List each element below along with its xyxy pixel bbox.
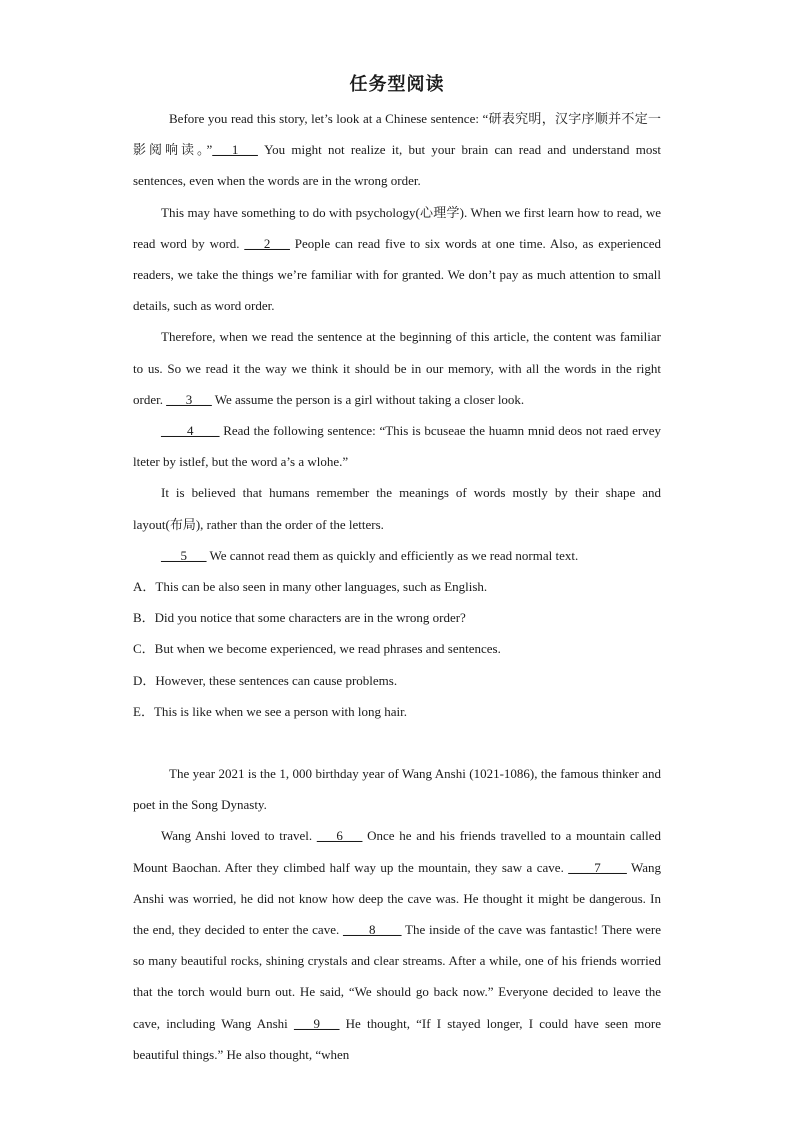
blank-6[interactable]: ___6___ [316, 828, 363, 844]
paragraph-text: The inside of the cave was fantastic! There were so many beautiful rocks, shining crystals and clear streams. After a while, one of his friends worried that the torch would burn out. He said, “We should go back now.” Everyone decided to leave the cave, including Wang Anshi [133, 922, 661, 1031]
paragraph-text: This may have something to do with psychology(心理学). When we first learn how to read, we read word by word. [133, 204, 661, 251]
blank-3[interactable]: ___3___ [166, 391, 212, 407]
paragraph-text: We assume the person is a girl without taking a closer look. [211, 391, 525, 407]
option-a[interactable]: A．This can be also seen in many other languages, such as English. [133, 579, 488, 595]
paragraph-text: Wang Anshi loved to travel. [161, 828, 317, 844]
blank-8[interactable]: ____8____ [343, 922, 402, 938]
paragraph [133, 477, 661, 539]
blank-2[interactable]: ___2___ [244, 235, 290, 251]
passage-1 [133, 103, 661, 1070]
paragraph-text: Before you read this story, let’s look at a Chinese sentence: “研表究明，汉字序顺并不定一影阅响读。” [133, 111, 661, 158]
page-title: 任务型阅读 [349, 74, 445, 95]
paragraph [133, 197, 661, 322]
paragraph-text: Therefore, when we read the sentence at the beginning of this article, the content was familiar to us. So we read it the way we think it should be in our memory, with all the words in the right order. [133, 329, 661, 407]
paragraph-text: The year 2021 is the 1, 000 birthday year of Wang Anshi (1021-1086), the famous thinker and poet in the Song Dynasty. [133, 766, 661, 813]
paragraph-text: We cannot read them as quickly and efficiently as we read normal text. [206, 547, 579, 563]
option-c[interactable]: C．But when we become experienced, we read phrases and sentences. [133, 641, 501, 657]
blank-4[interactable]: ____4____ [161, 423, 220, 439]
paragraph-text: Once he and his friends travelled to a mountain called Mount Baochan. After they climbed half way up the mountain, they saw a cave. [133, 828, 661, 875]
blank-9[interactable]: ___9___ [293, 1015, 340, 1031]
paragraph [133, 758, 661, 820]
blank-7[interactable]: ____7____ [568, 859, 627, 875]
option-d[interactable]: D．However, these sentences can cause problems. [133, 672, 398, 688]
blank-1[interactable]: ___1___ [212, 142, 258, 158]
paragraph [133, 321, 661, 415]
paragraph [133, 103, 661, 197]
option-b[interactable]: B．Did you notice that some characters are in the wrong order? [133, 610, 466, 626]
passage-2 [133, 758, 661, 1070]
blank-5[interactable]: ___5___ [161, 547, 207, 563]
paragraph-text: He thought, “If I stayed longer, I could have seen more beautiful things.” He also thought, “when [133, 1015, 661, 1062]
paragraph-text: It is believed that humans remember the meanings of words mostly by their shape and layout(布局), rather than the order of the letters. [133, 485, 661, 532]
option-e[interactable]: E．This is like when we see a person with long hair. [133, 703, 408, 719]
paragraph [133, 820, 661, 1070]
section-gap [133, 727, 661, 758]
paragraph [133, 415, 661, 477]
paragraph-text: People can read five to six words at one time. Also, as experienced readers, we take the things we’re familiar with for granted. We don’t pay as much attention to small details, such as word order. [133, 235, 661, 314]
paragraph-text: You might not realize it, but your brain can read and understand most sentences, even when the words are in the wrong order. [133, 142, 661, 189]
paragraph-text: Read the following sentence: “This is bcuseae the huamn mnid deos not raed ervey lteter by istlef, but the word a’s a wlohe.” [133, 423, 661, 470]
paragraph [133, 540, 661, 571]
paragraph-text: Wang Anshi was worried, he did not know how deep the cave was. He thought it might be dangerous. In the end, they decided to enter the cave. [133, 859, 662, 938]
